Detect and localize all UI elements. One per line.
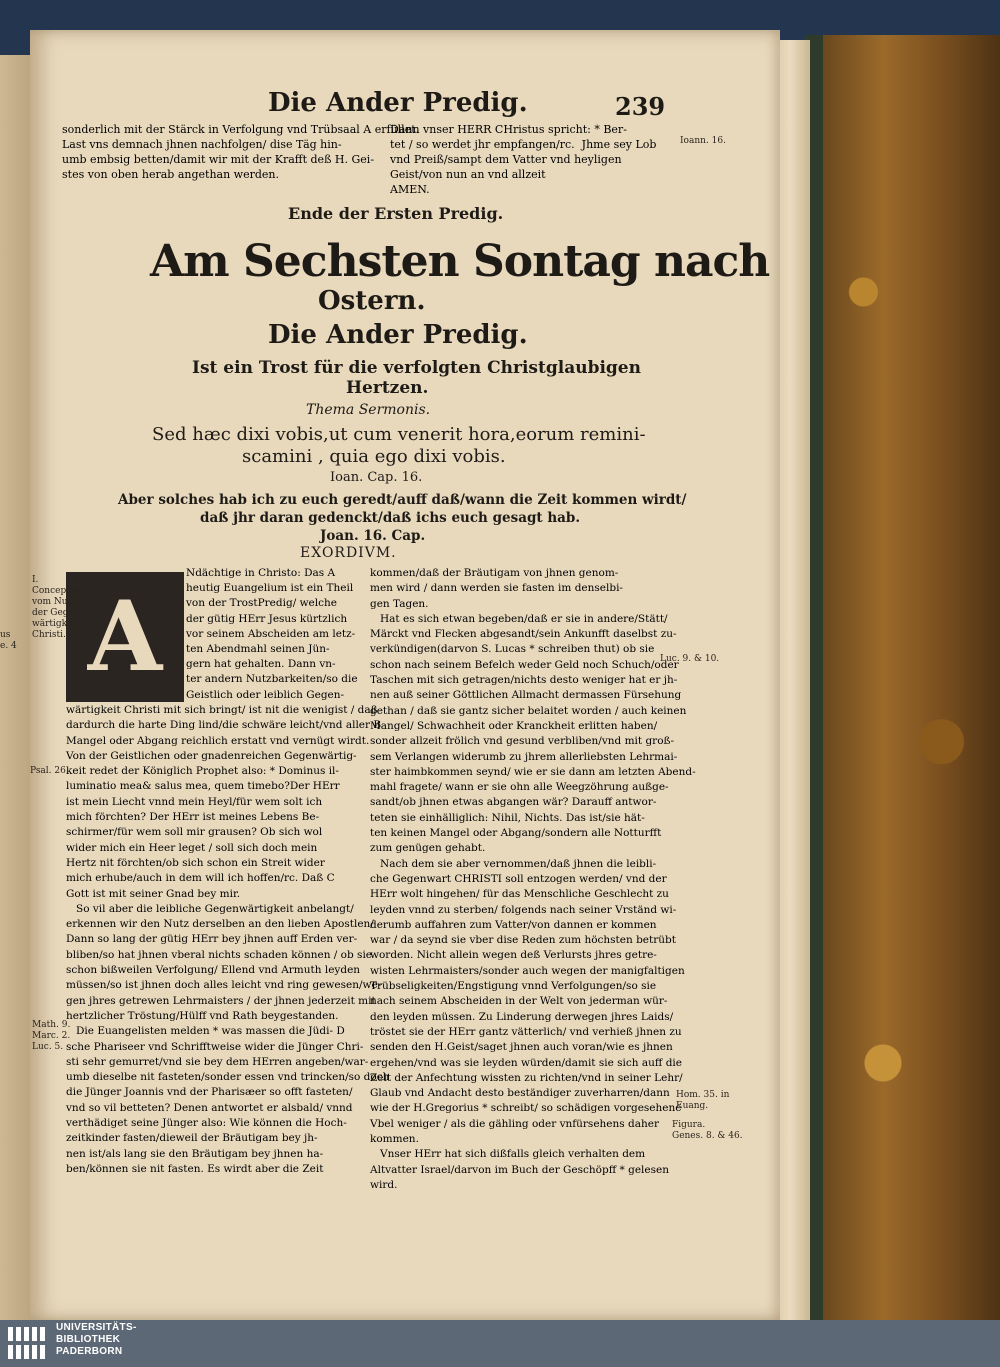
margin-note-figura: Figura. Genes. 8. & 46. — [672, 1120, 743, 1141]
margin-note-luc: Luc. 9. & 10. — [660, 654, 720, 664]
sub-title: Die Ander Predig. — [268, 320, 528, 350]
top-right-text: Dann vnser HERR CHristus spricht: * Ber- tet / so werdet jhr empfangen/rc. Jhme sey Lob vnd Preiß/sampt dem Vatter vnd heyligen Geist/von nun an vnd allzeit AMEN. — [390, 123, 657, 196]
end-first-sermon: Ende der Ersten Predig. — [288, 204, 504, 223]
library-logo-icon — [6, 1323, 52, 1363]
latin-line1: Sed hæc dixi vobis,ut cum venerit hora,eorum remini- — [152, 424, 646, 445]
margin-note-conceptus: I. Conceptus vom Nutz der Gegen- wärtigkeit Christi. — [32, 575, 83, 640]
margin-note-hom: Hom. 35. in Euang. — [676, 1090, 730, 1111]
library-name — [56, 1322, 137, 1358]
page-number: 239 — [615, 92, 666, 121]
margin-note-ioann: Ioann. 16. — [680, 136, 726, 146]
library-footer — [0, 1320, 1000, 1367]
german-reference: Joan. 16. Cap. — [320, 528, 426, 544]
thema-label: Thema Sermonis. — [306, 402, 431, 418]
main-title: Am Sechsten Sontag nach — [150, 236, 770, 287]
running-header: Die Ander Predig. — [268, 88, 528, 118]
library-line3: PADERBORN — [56, 1346, 123, 1357]
left-column-body: wärtigkeit Christi mit sich bringt/ ist nit die wenigist / dardurch die harte Ding lind/die schwäre leicht/vnd aller Mangel oder Abgang reichlich erstatt vnd vernügt wirdt. Von der Geistlichen oder gnadenreichen Gegenwärtig- keit redet der Königlich Prophet also: * Dominus il- luminatio mea& salus mea, quem timebo?Der HErr ist mein Liecht vnnd mein Heyl/für wem solt ich mich förchten? Der HErr ist meines Lebens Be- schirmer/für wem soll mir grausen? Ob sich wol wider mich ein Heer leget / soll sich doch mein Hertz nit förchten/ob sich schon ein Streit wider mich erhube/auch in dem will ich hoffen/rc. Daß C Gott ist mit seiner Gnad bey mir. So vil aber die leibliche Gegenwärtigkeit anbelangt/ erkennen wir den Nutz derselben an den lieben Apostlen/ Dann so lang der gütig HErr bey jhnen auff Erden ver- bliben/so hat jhnen vberal nichts schaden können / ob sie schon bißweilen Verfolgung/ Ellend vnd Armuth leyden müssen/so ist jhnen doch alles leicht vnd ring gewesen/we- gen jhres getrewen Lehrmaisters / der jhnen jederzeit hertzlicher Tröstung/Hülff vnd Rath beygestanden. Die Euangelisten melden * was massen die Jüdi- D sche Phariseer vnd Schrifftweise wider die Jünger Chri- sti sehr gemurret/vnd sie bey dem HErren angeben/war- umb dieselbe nit fasteten/sonder essen vnd trincken/so die Jünger Joannis vnd der Pharisæer so offt fasteten/ vnd so vil betteten? Denen antwortet er alsbald/ vnnd verthädiget seine Jünger also: Wie können die Hoch- zeitkinder fasten/dieweil der Bräutigam bey jh- nen ist/als lang sie den Bräutigam bey jhnen ha- ben/können sie nit fasten. Es wirdt aber die Zeit — [66, 704, 382, 1175]
exordium-heading: EXORDIVM. — [300, 545, 397, 561]
library-line2: BIBLIOTHEK — [56, 1334, 121, 1345]
right-column-body: kommen/daß der Bräutigam von jhnen genom- men wird / dann werden sie fasten im denselbi- gen Tagen. Hat es sich etwan begeben/daß er sie in andere/Stätt/ Märckt vnd Flecken abgesandt/sein Ankunfft daselbst verkündigen(darvon S. Lucas * schreiben thut) ob sie schon nach seinem Befelch weder Geld noch Schuch/oder Taschen mit sich getragen/nichts desto weniger hat er nen auß seiner Göttlichen Allmacht dermassen Fürsehung gethan / daß sie gantz sicher belaitet worden / auch Mangel/ Schwachheit oder Kranckheit erlitten haben/ sonder allzeit frölich vnd gesund verbliben/vnd mit groß- sem Verlangen widerumb zu jhrem allerliebsten Lehrmai- ster haimbkommen seynd/ wie er sie dann am letzten mahl fragete/ wann er sie ohn alle Weegzöhrung außge- sandt/ob jhnen etwas abgangen wär? Darauff antwor- teten sie einhälliglich: Nihil, Nichts. Das ist/sie hät- ten keinen Mangel oder Abgang/sondern alle Notturfft zum genügen gehabt. Nach dem sie aber vernommen/daß jhnen die leibli- che Gegenwart CHRISTI soll entzogen werden/ vnd der HErr wolt hingehen/ für das Menschliche Geschlecht leyden vnnd zu sterben/ folgends nach seiner Vrständ derumb auffahren zum Vatter/von dannen er kommen war / da seynd sie vber dise Reden zum höchsten betrübt worden. Nicht allein wegen deß Verlursts jhres getre- wisten Lehrmaisters/sonder auch wegen der manigfaltigen Trübseligkeiten/Engstigung vnnd Verfolgungen/so sie nach seinem Abscheiden in der Welt von jederman wür- den leyden müssen. Zu Linderung derwegen jhres Laids/ tröstet sie der HErr gantz vätterlich/ vnd verhieß jhnen senden den H.Geist/saget jhnen auch voran/wie es jhnen ergehen/vnd was sie leyden würden/damit sie sich auff Zeit der Anfechtung wissten zu richten/vnd in seiner Glaub vnd Andacht desto beständiger zuverharren/dann wie der H.Gregorius * schreibt/ so schädigen vorgesehene Vbel weniger / als die gähling oder vnfürsehens daher kommen. Vnser HErr hat sich dißfalls gleich verhalten dem Altvatter Israel/darvon im Buch der Geschöpff * gelesen wird. — [370, 567, 685, 1191]
margin-note-math: Math. 9. Marc. 2. Luc. 5. — [32, 1020, 71, 1052]
latin-reference: Ioan. Cap. 16. — [330, 470, 423, 485]
subject-line: Ist ein Trost für die verfolgten Christglaubigen — [192, 358, 641, 378]
margin-note-psalm: Psal. 26. — [30, 766, 69, 776]
german-line1: Aber solches hab ich zu euch geredt/auff daß/wann die Zeit kommen wirdt/ — [118, 492, 687, 508]
book-cover — [805, 35, 1000, 1320]
left-page-marks: us e. 4 — [0, 630, 17, 651]
main-title-line2: Ostern. — [318, 286, 426, 316]
german-line2: daß jhr daran gedenckt/daß ichs euch gesagt hab. — [200, 510, 581, 526]
top-left-text: sonderlich mit der Stärck in Verfolgung vnd Trübsaal A Last vns demnach jhnen nachfolgen/ dise Täg hin- umb embsig betten/damit wir mit der Krafft deß H. Gei- stes von oben herab angethan werden. — [62, 123, 375, 181]
latin-line2: scamini , quia ego dixi vobis. — [242, 446, 506, 467]
decorated-initial: A — [66, 572, 184, 702]
library-line1: UNIVERSITÄTS- — [56, 1322, 137, 1333]
left-column-top: Ndächtige in Christo: Das A heutig Euangelium ist ein Theil von der TrostPredig/ welche der gütig HErr Jesus kürtzlich vor seinem Abscheiden am letz- ten Abendmahl seinen Jün- gern hat gehalten. Dann vn- ter andern Nutzbarkeiten/so die Geistlich oder leiblich Gegen- — [186, 567, 358, 701]
subject-line2: Hertzen. — [346, 378, 429, 398]
